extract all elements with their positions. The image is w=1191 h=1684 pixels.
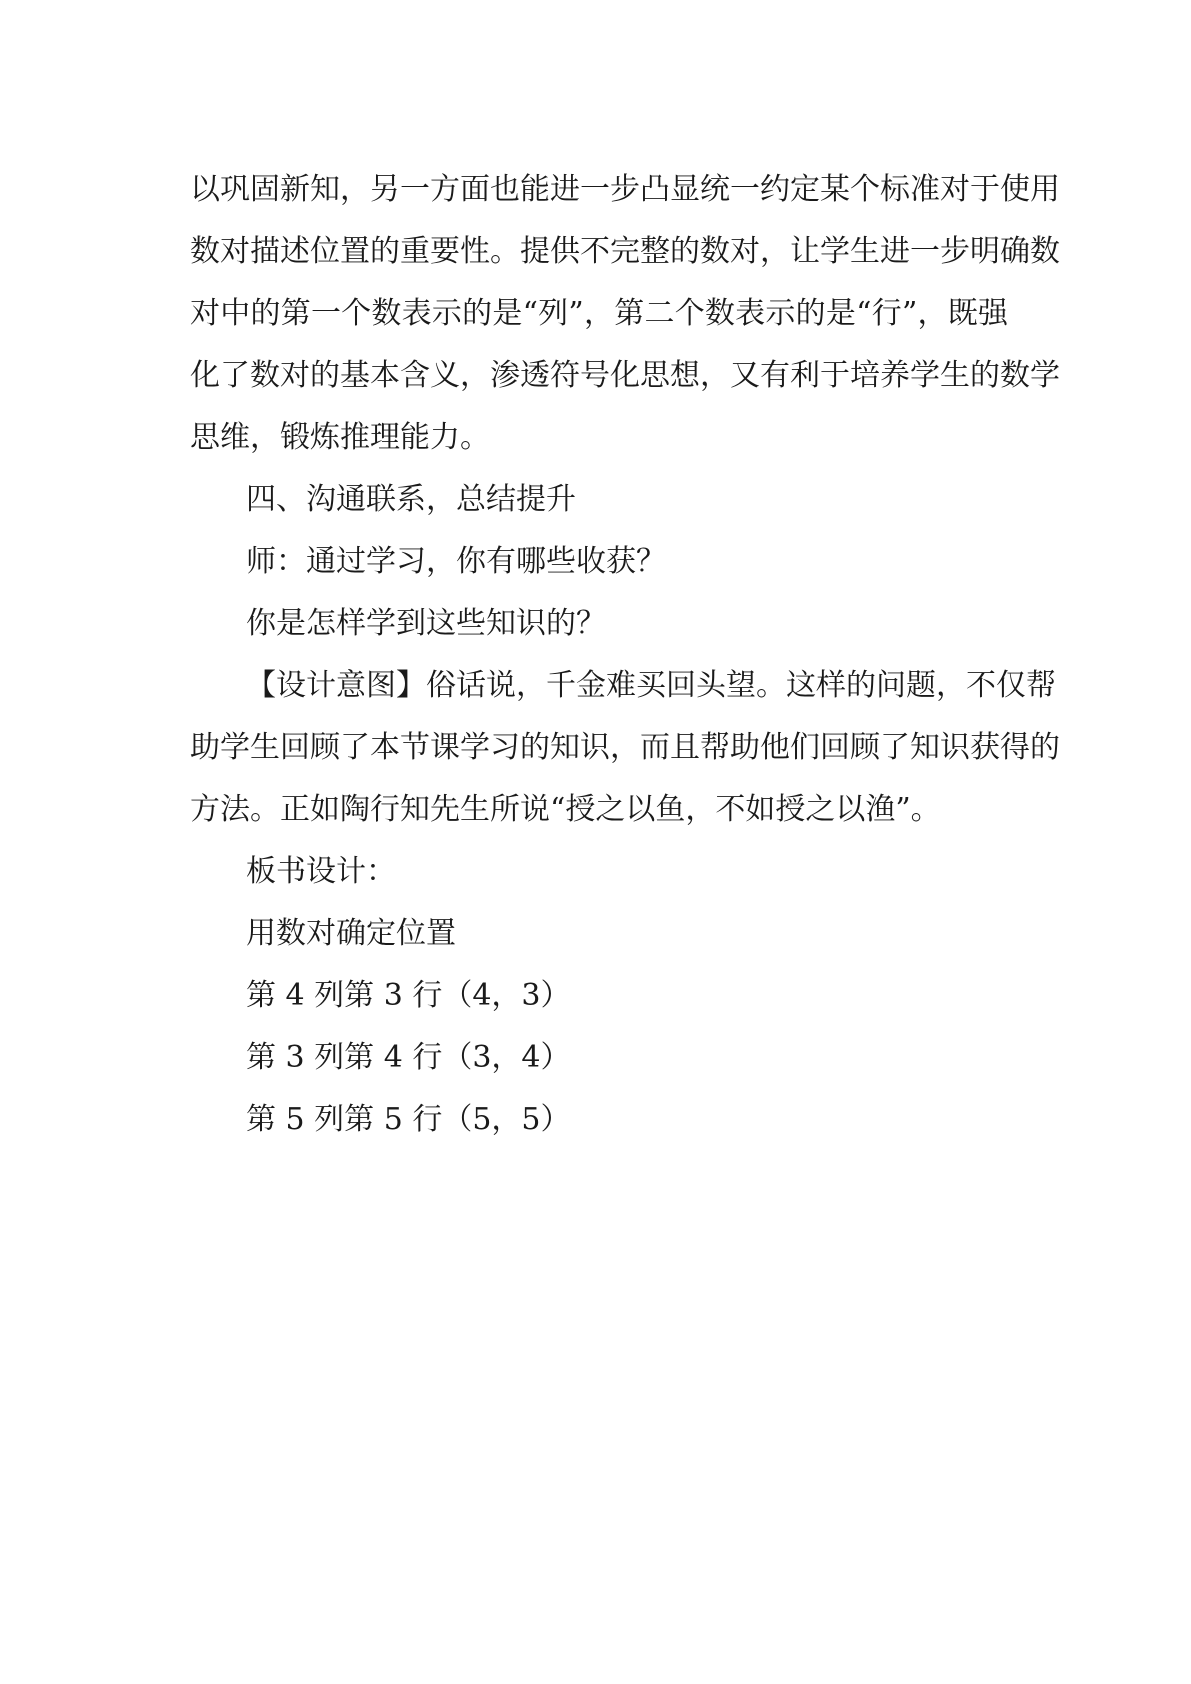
board-design-label: 板书设计： [246,854,396,889]
section-heading: 四、沟通联系，总结提升 [246,482,576,517]
board-design-entry: 第 3 列第 4 行（3，4） [246,1040,571,1075]
paragraph-line: 数对描述位置的重要性。提供不完整的数对，让学生进一步明确数 [190,234,1060,269]
teacher-question: 你是怎样学到这些知识的？ [246,606,606,641]
design-intent-line: 方法。正如陶行知先生所说“授之以鱼，不如授之以渔”。 [190,792,941,827]
paragraph-line: 化了数对的基本含义，渗透符号化思想，又有利于培养学生的数学 [190,358,1060,393]
paragraph-line: 思维，锻炼推理能力。 [190,420,490,455]
paragraph-line: 对中的第一个数表示的是“列”，第二个数表示的是“行”，既强 [190,296,1008,331]
paragraph-line: 以巩固新知，另一方面也能进一步凸显统一约定某个标准对于使用 [190,172,1060,207]
design-intent-line: 【设计意图】俗话说，千金难买回头望。这样的问题，不仅帮 [246,668,1056,703]
board-design-entry: 第 5 列第 5 行（5，5） [246,1102,571,1137]
board-design-entry: 第 4 列第 3 行（4，3） [246,978,571,1013]
teacher-question: 师：通过学习，你有哪些收获？ [246,544,666,579]
design-intent-line: 助学生回顾了本节课学习的知识，而且帮助他们回顾了知识获得的 [190,730,1060,765]
board-design-title: 用数对确定位置 [246,916,456,951]
